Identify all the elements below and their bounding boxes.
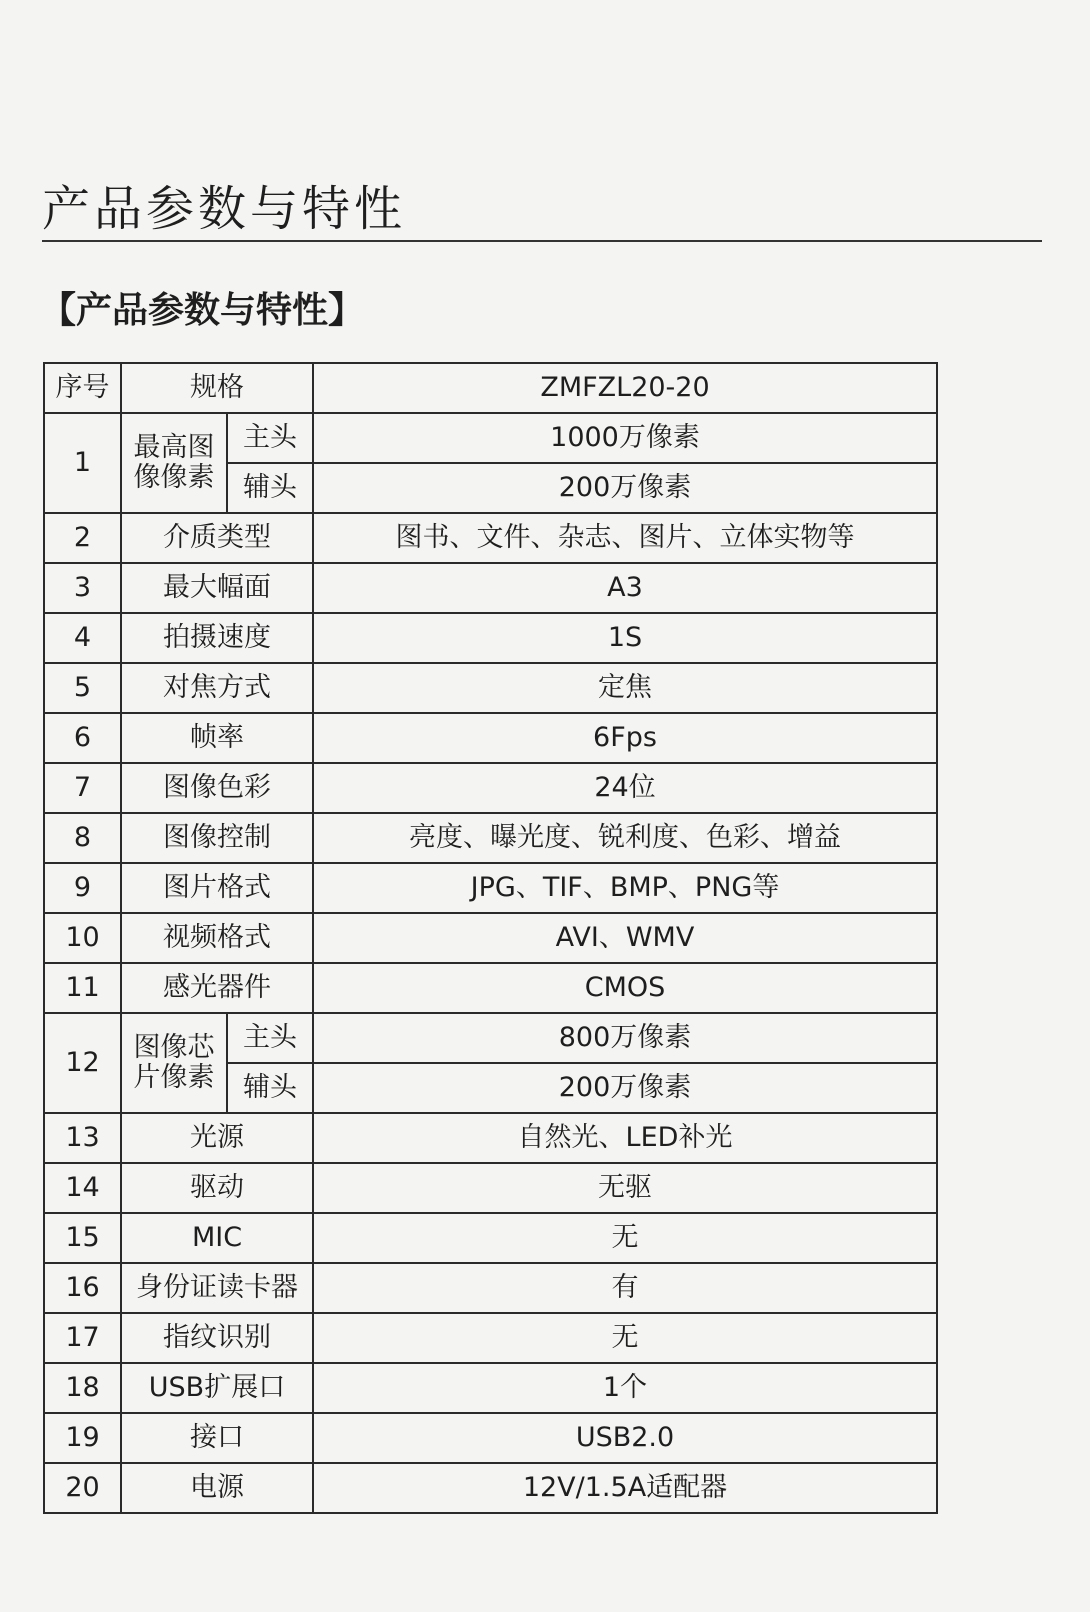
- table-row: [44, 1263, 937, 1313]
- row-label: MIC: [121, 1213, 313, 1263]
- table-row: [44, 513, 937, 563]
- row-number: 11: [44, 963, 121, 1013]
- table-row: [44, 913, 937, 963]
- row-value: AVI、WMV: [313, 913, 937, 963]
- table-row: [44, 1313, 937, 1363]
- row-value: CMOS: [313, 963, 937, 1013]
- row-number: 14: [44, 1163, 121, 1213]
- row-number: 5: [44, 663, 121, 713]
- row-number: 4: [44, 613, 121, 663]
- table-row: [44, 1013, 937, 1063]
- page-title: 产品参数与特性: [42, 181, 407, 237]
- row-value: 24位: [313, 763, 937, 813]
- row-label: 介质类型: [121, 513, 313, 563]
- row-label: 图片格式: [121, 863, 313, 913]
- table-header-row: [44, 363, 937, 413]
- row-value: 200万像素: [313, 463, 937, 513]
- table-row: [44, 713, 937, 763]
- row-label: 帧率: [121, 713, 313, 763]
- row-value: 1个: [313, 1363, 937, 1413]
- row-number: 6: [44, 713, 121, 763]
- table-row: [44, 1363, 937, 1413]
- row-value: 定焦: [313, 663, 937, 713]
- table-row: [44, 413, 937, 463]
- row-sub-label: 主头: [227, 1013, 313, 1063]
- row-number: 13: [44, 1113, 121, 1163]
- row-number: 19: [44, 1413, 121, 1463]
- row-value: 亮度、曝光度、锐利度、色彩、增益: [313, 813, 937, 863]
- row-value: JPG、TIF、BMP、PNG等: [313, 863, 937, 913]
- table-row: [44, 763, 937, 813]
- row-value: A3: [313, 563, 937, 613]
- row-label: 驱动: [121, 1163, 313, 1213]
- row-value: 自然光、LED补光: [313, 1113, 937, 1163]
- spec-table-body: [44, 363, 937, 1513]
- row-number: 9: [44, 863, 121, 913]
- table-row: [44, 1463, 937, 1513]
- row-label: 身份证读卡器: [121, 1263, 313, 1313]
- row-number: 16: [44, 1263, 121, 1313]
- header-no: 序号: [44, 363, 121, 413]
- row-label: 图像色彩: [121, 763, 313, 813]
- row-value: 有: [313, 1263, 937, 1313]
- row-value: 图书、文件、杂志、图片、立体实物等: [313, 513, 937, 563]
- row-label: 感光器件: [121, 963, 313, 1013]
- table-row: [44, 1113, 937, 1163]
- table-row: [44, 563, 937, 613]
- row-number: 7: [44, 763, 121, 813]
- row-label: 拍摄速度: [121, 613, 313, 663]
- row-group-label: 图像芯片像素: [121, 1013, 227, 1113]
- row-sub-label: 辅头: [227, 1063, 313, 1113]
- row-sub-label: 辅头: [227, 463, 313, 513]
- row-label: 电源: [121, 1463, 313, 1513]
- header-model: ZMFZL20-20: [313, 363, 937, 413]
- row-value: 1000万像素: [313, 413, 937, 463]
- row-label: 接口: [121, 1413, 313, 1463]
- spec-table: [43, 362, 938, 1514]
- row-label: 图像控制: [121, 813, 313, 863]
- row-label: USB扩展口: [121, 1363, 313, 1413]
- row-number: 8: [44, 813, 121, 863]
- row-value: 无驱: [313, 1163, 937, 1213]
- table-row: [44, 663, 937, 713]
- row-number: 20: [44, 1463, 121, 1513]
- row-sub-label: 主头: [227, 413, 313, 463]
- table-row: [44, 1413, 937, 1463]
- row-label: 光源: [121, 1113, 313, 1163]
- header-spec: 规格: [121, 363, 313, 413]
- row-number: 18: [44, 1363, 121, 1413]
- table-row: [44, 863, 937, 913]
- row-label: 最大幅面: [121, 563, 313, 613]
- row-number: 17: [44, 1313, 121, 1363]
- row-label: 视频格式: [121, 913, 313, 963]
- table-row: [44, 963, 937, 1013]
- row-number: 1: [44, 413, 121, 513]
- row-number: 2: [44, 513, 121, 563]
- row-group-label: 最高图像像素: [121, 413, 227, 513]
- row-label: 指纹识别: [121, 1313, 313, 1363]
- row-value: 800万像素: [313, 1013, 937, 1063]
- row-value: 12V/1.5A适配器: [313, 1463, 937, 1513]
- row-value: 无: [313, 1313, 937, 1363]
- row-value: 200万像素: [313, 1063, 937, 1113]
- table-row: [44, 1213, 937, 1263]
- table-row: [44, 813, 937, 863]
- row-value: 无: [313, 1213, 937, 1263]
- title-divider: [42, 240, 1042, 242]
- row-number: 15: [44, 1213, 121, 1263]
- row-value: USB2.0: [313, 1413, 937, 1463]
- row-number: 12: [44, 1013, 121, 1113]
- row-number: 3: [44, 563, 121, 613]
- row-number: 10: [44, 913, 121, 963]
- table-row: [44, 1163, 937, 1213]
- row-value: 1S: [313, 613, 937, 663]
- table-row: [44, 613, 937, 663]
- row-label: 对焦方式: [121, 663, 313, 713]
- section-title: 【产品参数与特性】: [40, 290, 365, 331]
- row-value: 6Fps: [313, 713, 937, 763]
